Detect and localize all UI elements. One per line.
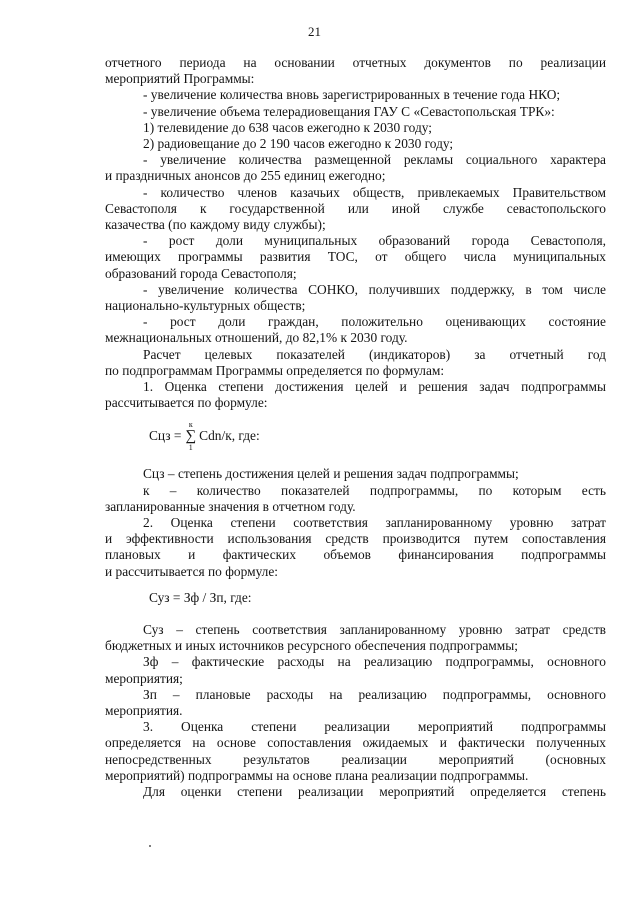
text-line: мероприятий) подпрограммы на основе плана реализации подпрограммы. bbox=[105, 767, 529, 783]
list-item: 1) телевидение до 638 часов ежегодно к 2030 году; bbox=[143, 119, 433, 135]
list-item: - увеличение количества размещенной рекламы социального характера bbox=[143, 152, 606, 168]
list-item: - количество членов казачьих обществ, привлекаемых Правительством bbox=[143, 184, 606, 200]
list-item: 2) радиовещание до 2 190 часов ежегодно к 2030 году; bbox=[143, 136, 454, 152]
paragraph-start: Для оценки степени реализации мероприятий определяется степень bbox=[143, 783, 606, 799]
text-line: мероприятия; bbox=[105, 670, 183, 686]
sum-operator bbox=[185, 421, 196, 452]
text-line: отчетного периода на основании отчетных документов по реализации bbox=[105, 55, 606, 70]
text-line: национально-культурных обществ; bbox=[105, 298, 306, 314]
formula-sum bbox=[105, 414, 606, 458]
definition-line: Зп – плановые расходы на реализацию подпрограммы, основного bbox=[143, 686, 606, 702]
paragraph-start: 3. Оценка степени реализации мероприятий подпрограммы bbox=[143, 719, 606, 735]
definition-line: Суз – степень соответствия запланированному уровню затрат средств bbox=[143, 621, 606, 637]
text-line: мероприятия. bbox=[105, 702, 183, 718]
list-item: - увеличение объема телерадиовещания ГАУ С «Севастопольская ТРК»: bbox=[143, 103, 555, 119]
sum-lower-limit: 1 bbox=[188, 442, 193, 452]
paragraph-start: 2. Оценка степени соответствия запланированному уровню затрат bbox=[143, 515, 606, 531]
text-line: определяется на основе сопоставления ожидаемых и фактически полученных bbox=[105, 735, 606, 751]
definition-line: Сцз – степень достижения целей и решения задач подпрограммы; bbox=[143, 466, 519, 482]
formula-ratio bbox=[105, 580, 606, 616]
list-item: - рост доли граждан, положительно оценивающих состояние bbox=[143, 314, 606, 330]
text-line: и эффективности использования средств производится путем сопоставления bbox=[105, 531, 606, 547]
formula-rhs: Cdn/к, где: bbox=[199, 428, 260, 444]
text-line: мероприятий Программы: bbox=[105, 71, 255, 87]
text-line: образований города Севастополя; bbox=[105, 265, 297, 281]
text-line: плановых и фактических объемов финансирования подпрограммы bbox=[105, 547, 606, 563]
sigma-symbol: ∑ bbox=[185, 427, 197, 444]
text-line: Севастополя к государственной или иной службе севастопольского bbox=[105, 200, 606, 216]
text-line: межнациональных отношений, до 82,1% к 2030 году. bbox=[105, 330, 408, 346]
definition-line: к – количество показателей подпрограммы, по которым есть bbox=[143, 482, 606, 498]
list-item: - увеличение количества СОНКО, получивших поддержку, в том числе bbox=[143, 281, 606, 297]
text-line: запланированные значения в отчетном году. bbox=[105, 498, 356, 514]
page-number: 21 bbox=[308, 24, 321, 39]
text-line: и праздничных анонсов до 255 единиц ежегодно; bbox=[105, 168, 386, 184]
text-line: рассчитывается по формуле: bbox=[105, 395, 268, 411]
formula-lhs: Сцз = bbox=[149, 428, 182, 444]
text-line: казачества (по каждому виду службы); bbox=[105, 217, 326, 233]
formula-text: Суз = Зф / Зп, где: bbox=[149, 589, 252, 605]
definition-line: Зф – фактические расходы на реализацию подпрограммы, основного bbox=[143, 654, 606, 670]
text-line: по подпрограммам Программы определяется по формулам: bbox=[105, 362, 445, 378]
text-line: и рассчитывается по формуле: bbox=[105, 563, 279, 579]
text-line: непосредственных результатов реализации мероприятий (основных bbox=[105, 751, 606, 767]
paragraph-start: 1. Оценка степени достижения целей и решения задач подпрограммы bbox=[143, 379, 606, 395]
document-body bbox=[105, 55, 606, 800]
sum-upper-limit: к bbox=[188, 419, 193, 429]
text-line: имеющих программы развития ТОС, от общего числа муниципальных bbox=[105, 249, 606, 265]
list-item: - увеличение количества вновь зарегистрированных в течение года НКО; bbox=[143, 87, 561, 103]
list-item: - рост доли муниципальных образований города Севастополя, bbox=[143, 233, 606, 249]
scan-speck bbox=[149, 845, 151, 847]
text-line: бюджетных и иных источников ресурсного обеспечения подпрограммы; bbox=[105, 638, 518, 654]
paragraph-start: Расчет целевых показателей (индикаторов) за отчетный год bbox=[143, 346, 606, 362]
